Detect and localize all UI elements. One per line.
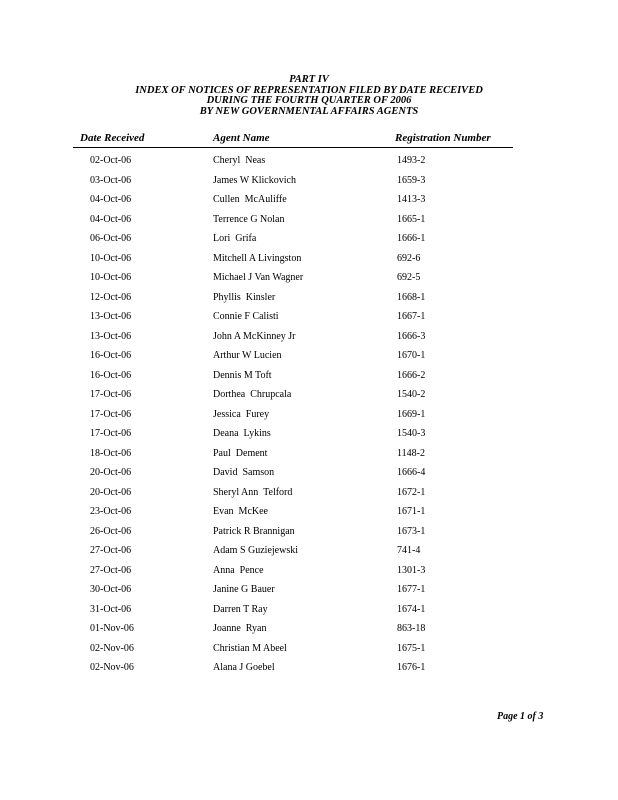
column-header-agent-name: Agent Name [213, 132, 270, 144]
cell-registration-number: 1666-3 [397, 330, 426, 342]
table-row [0, 388, 618, 408]
table-row [0, 349, 618, 369]
cell-registration-number: 1301-3 [397, 564, 426, 576]
cell-registration-number: 1666-4 [397, 467, 426, 478]
cell-agent-name: John A McKinney Jr [213, 330, 296, 342]
cell-registration-number: 1540-3 [397, 428, 426, 439]
table-row [0, 154, 618, 174]
cell-date-received: 20-Oct-06 [90, 486, 132, 498]
report-title [0, 75, 618, 117]
cell-date-received: 16-Oct-06 [90, 369, 132, 381]
cell-agent-name: Joanne Ryan [213, 623, 267, 634]
table-row [0, 447, 618, 467]
cell-agent-name: Cheryl Neas [213, 155, 266, 166]
cell-agent-name: Dennis M Toft [213, 369, 272, 381]
cell-registration-number: 1665-1 [397, 213, 426, 225]
table-row [0, 213, 618, 233]
cell-date-received: 17-Oct-06 [90, 408, 132, 420]
cell-agent-name: Paul Dement [213, 447, 268, 459]
cell-date-received: 10-Oct-06 [90, 252, 132, 264]
cell-agent-name: Arthur W Lucien [213, 350, 282, 361]
title-line-1: INDEX OF NOTICES OF REPRESENTATION FILED BY DATE RECEIVED [135, 84, 483, 96]
cell-agent-name: Sheryl Ann Telford [213, 486, 293, 498]
table-row [0, 252, 618, 272]
table-body [0, 154, 618, 681]
cell-agent-name: Evan McKee [213, 506, 268, 517]
cell-registration-number: 1670-1 [397, 350, 426, 361]
cell-agent-name: Janine G Bauer [213, 584, 275, 595]
cell-registration-number: 1659-3 [397, 174, 426, 186]
cell-agent-name: Deana Lykins [213, 428, 271, 439]
cell-date-received: 02-Nov-06 [90, 662, 134, 673]
table-row [0, 583, 618, 603]
cell-agent-name: Terrence G Nolan [213, 213, 285, 225]
table-row [0, 271, 618, 291]
table-row [0, 603, 618, 623]
cell-date-received: 01-Nov-06 [90, 623, 134, 634]
table-row [0, 408, 618, 428]
cell-date-received: 18-Oct-06 [90, 447, 132, 459]
table-row [0, 174, 618, 194]
table-row [0, 622, 618, 642]
cell-registration-number: 1666-2 [397, 369, 426, 381]
cell-date-received: 17-Oct-06 [90, 428, 132, 439]
cell-agent-name: Alana J Goebel [213, 662, 275, 673]
cell-agent-name: David Samson [213, 467, 275, 478]
cell-registration-number: 1668-1 [397, 291, 426, 303]
cell-agent-name: Lori Grifa [213, 233, 257, 244]
cell-registration-number: 1677-1 [397, 584, 426, 595]
cell-agent-name: Anna Pence [213, 564, 264, 576]
table-row [0, 544, 618, 564]
cell-date-received: 30-Oct-06 [90, 584, 132, 595]
cell-agent-name: Michael J Van Wagner [213, 272, 304, 283]
cell-registration-number: 1666-1 [397, 233, 426, 244]
title-line-3: BY NEW GOVERNMENTAL AFFAIRS AGENTS [199, 105, 419, 117]
cell-date-received: 27-Oct-06 [90, 545, 132, 556]
table-row [0, 661, 618, 681]
cell-date-received: 31-Oct-06 [90, 603, 132, 615]
cell-registration-number: 1667-1 [397, 311, 426, 322]
table-row [0, 486, 618, 506]
cell-registration-number: 1673-1 [397, 525, 426, 537]
cell-registration-number: 741-4 [397, 545, 421, 556]
table-row [0, 310, 618, 330]
cell-date-received: 04-Oct-06 [90, 194, 132, 205]
column-header-registration-number: Registration Number [395, 132, 491, 144]
cell-registration-number: 1676-1 [397, 662, 426, 673]
cell-date-received: 02-Nov-06 [90, 642, 134, 654]
title-line-2: DURING THE FOURTH QUARTER OF 2006 [206, 95, 412, 107]
cell-agent-name: Christian M Abeel [213, 642, 287, 654]
cell-agent-name: James W Klickovich [213, 174, 296, 186]
cell-agent-name: Adam S Guziejewski [213, 545, 298, 556]
cell-agent-name: Patrick R Brannigan [213, 525, 295, 537]
cell-agent-name: Cullen McAuliffe [213, 194, 287, 205]
cell-agent-name: Connie F Calisti [213, 311, 279, 322]
cell-registration-number: 1675-1 [397, 642, 426, 654]
cell-registration-number: 1674-1 [397, 603, 426, 615]
table-row [0, 330, 618, 350]
cell-date-received: 13-Oct-06 [90, 311, 132, 322]
table-row [0, 369, 618, 389]
cell-date-received: 26-Oct-06 [90, 525, 132, 537]
table-row [0, 466, 618, 486]
cell-registration-number: 1672-1 [397, 486, 426, 498]
column-header-date-received: Date Received [80, 132, 145, 144]
cell-registration-number: 1671-1 [397, 506, 426, 517]
cell-date-received: 06-Oct-06 [90, 233, 132, 244]
cell-date-received: 27-Oct-06 [90, 564, 132, 576]
cell-date-received: 16-Oct-06 [90, 350, 132, 361]
cell-date-received: 13-Oct-06 [90, 330, 132, 342]
cell-agent-name: Phyllis Kinsler [213, 291, 276, 303]
cell-registration-number: 692-5 [397, 272, 421, 283]
header-divider [73, 147, 513, 148]
cell-registration-number: 1148-2 [397, 447, 425, 459]
cell-date-received: 23-Oct-06 [90, 506, 132, 517]
table-row [0, 505, 618, 525]
cell-date-received: 03-Oct-06 [90, 174, 132, 186]
cell-registration-number: 1493-2 [397, 155, 426, 166]
table-row [0, 564, 618, 584]
cell-date-received: 04-Oct-06 [90, 213, 132, 225]
table-row [0, 232, 618, 252]
cell-registration-number: 1413-3 [397, 194, 426, 205]
table-row [0, 427, 618, 447]
cell-date-received: 12-Oct-06 [90, 291, 132, 303]
table-row [0, 291, 618, 311]
cell-agent-name: Mitchell A Livingston [213, 252, 302, 264]
cell-date-received: 17-Oct-06 [90, 389, 132, 400]
cell-registration-number: 1669-1 [397, 408, 426, 420]
table-row [0, 193, 618, 213]
cell-registration-number: 1540-2 [397, 389, 426, 400]
cell-agent-name: Dorthea Chrupcala [213, 389, 292, 400]
page-number: Page 1 of 3 [497, 711, 544, 722]
cell-registration-number: 863-18 [397, 623, 426, 634]
part-heading: PART IV [289, 74, 329, 85]
cell-date-received: 02-Oct-06 [90, 155, 132, 166]
table-row [0, 642, 618, 662]
cell-date-received: 20-Oct-06 [90, 467, 132, 478]
table-row [0, 525, 618, 545]
cell-registration-number: 692-6 [397, 252, 421, 264]
cell-agent-name: Darren T Ray [213, 603, 268, 615]
cell-agent-name: Jessica Furey [213, 408, 270, 420]
cell-date-received: 10-Oct-06 [90, 272, 132, 283]
